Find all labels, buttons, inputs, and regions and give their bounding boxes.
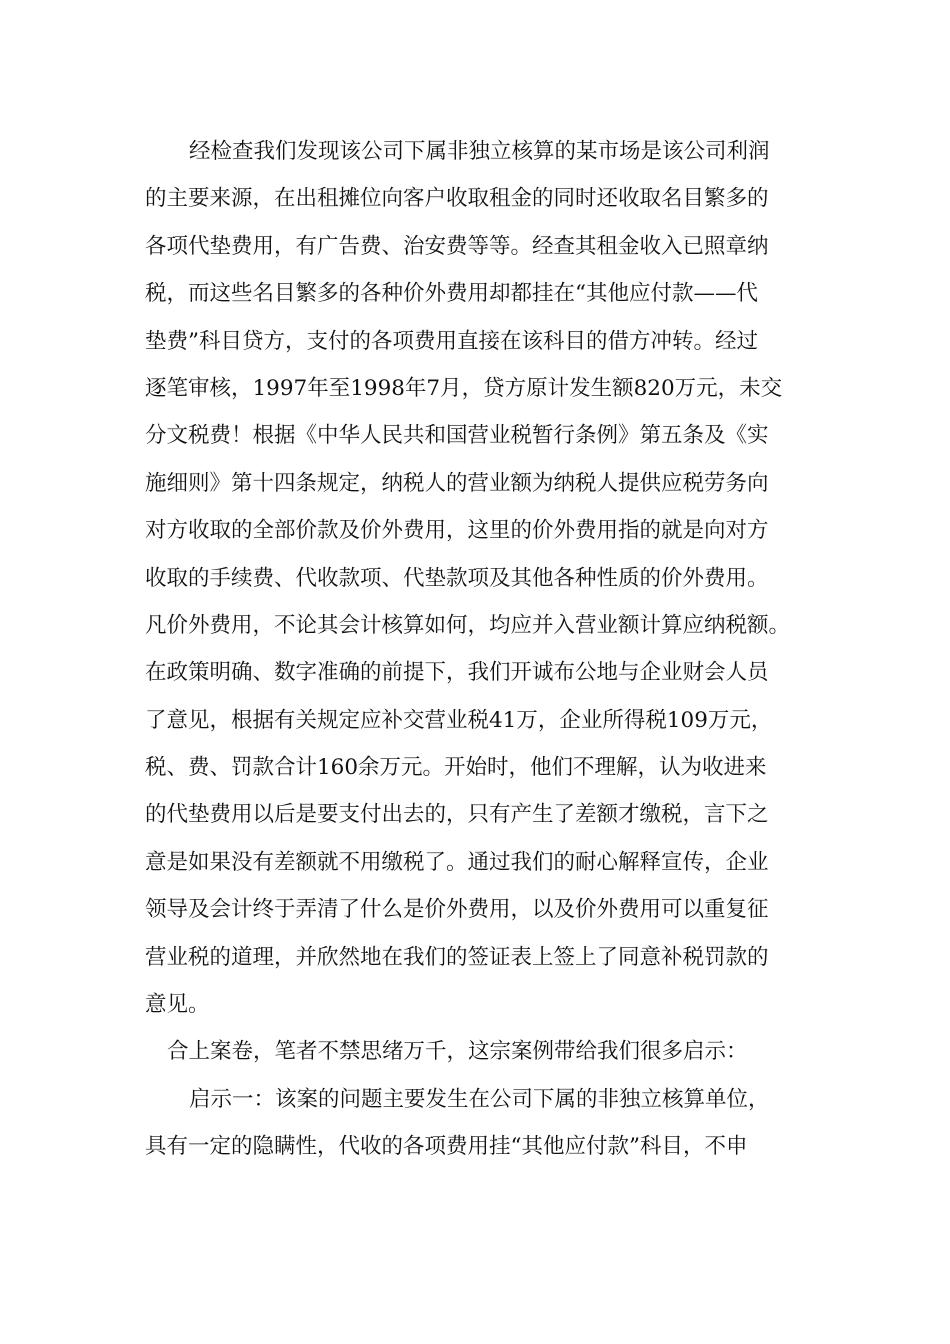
paragraph-line: 施细则》第十四条规定，纳税人的营业额为纳税人提供应税劳务向 xyxy=(145,470,769,496)
body-text xyxy=(145,128,810,1171)
paragraph-line: 营业税的道理，并欣然地在我们的签证表上签上了同意补税罚款的 xyxy=(145,944,769,970)
paragraph-line: 垫费”科目贷方，支付的各项费用直接在该科目的借方冲转。经过 xyxy=(145,328,758,354)
paragraph-line: 税，而这些名目繁多的各种价外费用却都挂在“其他应付款——代 xyxy=(145,281,758,307)
paragraph-line: 合上案卷，笔者不禁思绪万千，这宗案例带给我们很多启示： xyxy=(167,1039,748,1065)
paragraph-line: 各项代垫费用，有广告费、治安费等等。经查其租金收入已照章纳 xyxy=(145,233,769,259)
paragraph-line: 凡价外费用，不论其会计核算如何，均应并入营业额计算应纳税额。 xyxy=(145,612,791,638)
paragraph-line: 对方收取的全部价款及价外费用，这里的价外费用指的就是向对方 xyxy=(145,518,769,544)
paragraph-line: 收取的手续费、代收款项、代垫款项及其他各种性质的价外费用。 xyxy=(145,565,769,591)
paragraph-line: 启示一：该案的问题主要发生在公司下属的非独立核算单位， xyxy=(189,1086,770,1112)
paragraph-line: 税、费、罚款合计160余万元。开始时，他们不理解，认为收进来 xyxy=(145,755,767,781)
paragraph-line: 意是如果没有差额就不用缴税了。通过我们的耐心解释宣传，企业 xyxy=(145,849,769,875)
paragraph-line: 意见。 xyxy=(145,992,210,1018)
paragraph-line: 了意见，根据有关规定应补交营业税41万，企业所得税109万元， xyxy=(145,707,773,733)
paragraph-line: 的主要来源，在出租摊位向客户收取租金的同时还收取名目繁多的 xyxy=(145,186,769,212)
paragraph-line: 领导及会计终于弄清了什么是价外费用，以及价外费用可以重复征 xyxy=(145,897,769,923)
paragraph-line: 分文税费！根据《中华人民共和国营业税暂行条例》第五条及《实 xyxy=(145,423,769,449)
paragraph-line: 在政策明确、数字准确的前提下，我们开诚布公地与企业财会人员 xyxy=(145,660,769,686)
paragraph-line: 逐笔审核，1997年至1998年7月，贷方原计发生额820万元，未交 xyxy=(145,375,783,401)
paragraph-line: 的代垫费用以后是要支付出去的，只有产生了差额才缴税，言下之 xyxy=(145,802,769,828)
paragraph-line: 经检查我们发现该公司下属非独立核算的某市场是该公司利润 xyxy=(189,139,770,164)
paragraph-line: 具有一定的隐瞒性，代收的各项费用挂“其他应付款”科目，不申 xyxy=(145,1134,748,1160)
